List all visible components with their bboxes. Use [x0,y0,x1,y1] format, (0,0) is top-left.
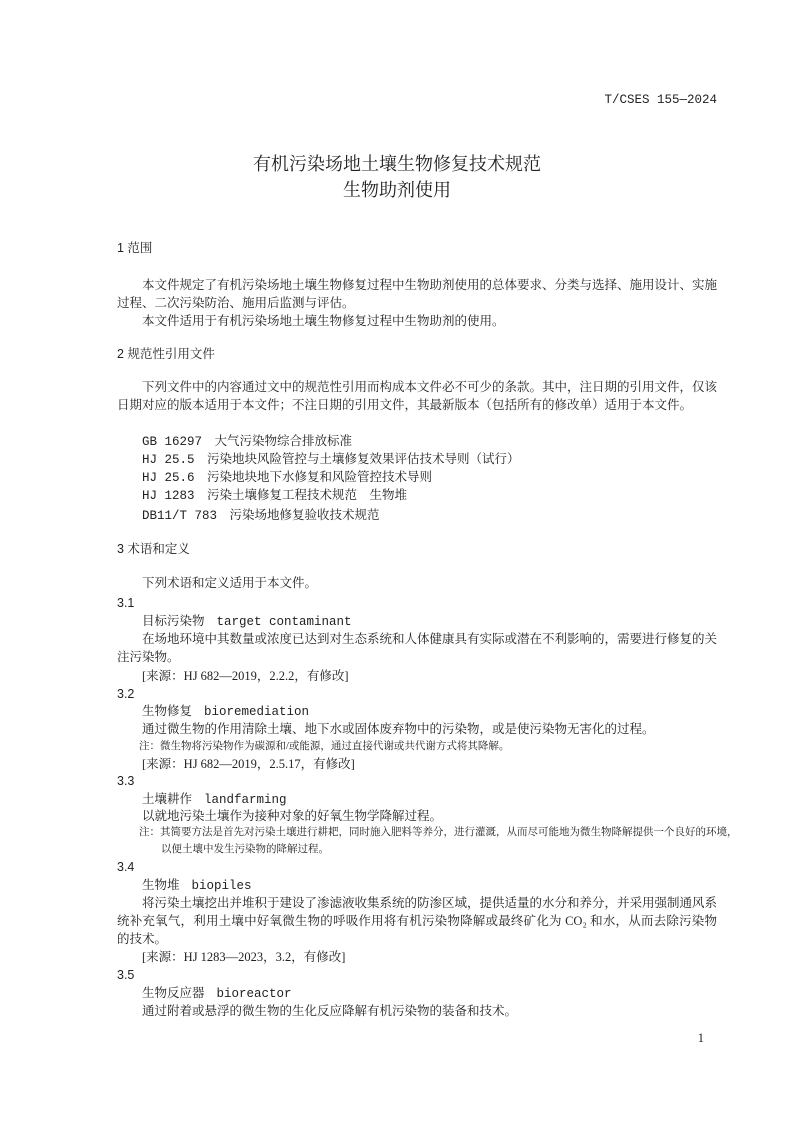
term-definition: 通过附着或悬浮的微生物的生化反应降解有机污染物的装备和技术。 [142,1004,518,1018]
term-definition: 将污染土壤挖出并堆积于建设了渗滤液收集系统的防渗区域，提供适量的水分和养分，并采用强制通风系统补充氧气，利用土壤中好氧微生物的呼吸作用将有机污染物降解或最终矿化为 CO₂ 和水，从而去除污染物的技术。 [117,896,718,946]
section-3-heading: 3 术语和定义 [117,542,190,556]
reference-item: GB 16297 大气污染物综合排放标准 [142,434,353,449]
reference-item: HJ 25.5 污染地块风险管控与土壤修复效果评估技术导则（试行） [142,452,520,467]
title-line-2: 生物助剂使用 [343,180,451,200]
section-1-heading: 1 范围 [117,241,153,255]
term-source: [来源：HJ 682—2019，2.5.17，有修改] [142,757,355,771]
section-2-heading: 2 规范性引用文件 [117,347,215,361]
doc-number: T/CSES 155—2024 [604,93,717,107]
reference-item: DB11/T 783 污染场地修复验收技术规范 [142,508,380,523]
term-title: 生物修复 bioremediation [142,704,310,719]
section-1-paragraph-2: 本文件适用于有机污染场地土壤生物修复过程中生物助剂的使用。 [142,314,505,328]
term-number: 3.1 [117,596,135,610]
term-title: 生物堆 biopiles [142,878,252,893]
term-number: 3.4 [117,860,135,874]
term-source: [来源：HJ 1283—2023，3.2，有修改] [142,950,346,964]
term-note: 注：其简要方法是首先对污染土壤进行耕耙，同时施入肥料等养分，进行灌溉，从而尽可能地为微生物降解提供一个良好的环境，以便土壤中发生污染物的降解过程。 [139,827,738,855]
term-definition: 通过微生物的作用清除土壤、地下水或固体废弃物中的污染物，或是使污染物无害化的过程。 [142,722,655,736]
title-line-1: 有机污染场地土壤生物修复技术规范 [253,154,541,174]
section-1-paragraph-1: 本文件规定了有机污染场地土壤生物修复过程中生物助剂使用的总体要求、分类与选择、施用设计、实施过程、二次污染防治、施用后监测与评估。 [117,278,718,310]
term-number: 3.3 [117,774,135,788]
term-definition: 在场地环境中其数量或浓度已达到对生态系统和人体健康具有实际或潜在不利影响的，需要进行修复的关注污染物。 [117,632,718,664]
term-number: 3.5 [117,968,135,982]
term-note: 注：微生物将污染物作为碳源和/或能源，通过直接代谢或共代谢方式将其降解。 [139,741,510,752]
reference-item: HJ 25.6 污染地块地下水修复和风险管控技术导则 [142,470,433,485]
term-title: 土壤耕作 landfarming [142,792,287,807]
term-number: 3.2 [117,687,135,701]
section-3-intro: 下列术语和定义适用于本文件。 [142,576,318,590]
term-definition: 以就地污染土壤作为接种对象的好氧生物学降解过程。 [142,809,443,823]
term-title: 目标污染物 target contaminant [142,614,352,629]
reference-item: HJ 1283 污染土壤修复工程技术规范 生物堆 [142,488,408,503]
term-source: [来源：HJ 682—2019，2.2.2，有修改] [142,669,349,683]
page-number: 1 [697,1031,704,1045]
term-title: 生物反应器 bioreactor [142,986,292,1001]
section-2-paragraph: 下列文件中的内容通过文中的规范性引用而构成本文件必不可少的条款。其中，注日期的引用文件，仅该日期对应的版本适用于本文件；不注日期的引用文件，其最新版本（包括所有的修改单）适用于本文件。 [117,380,718,412]
